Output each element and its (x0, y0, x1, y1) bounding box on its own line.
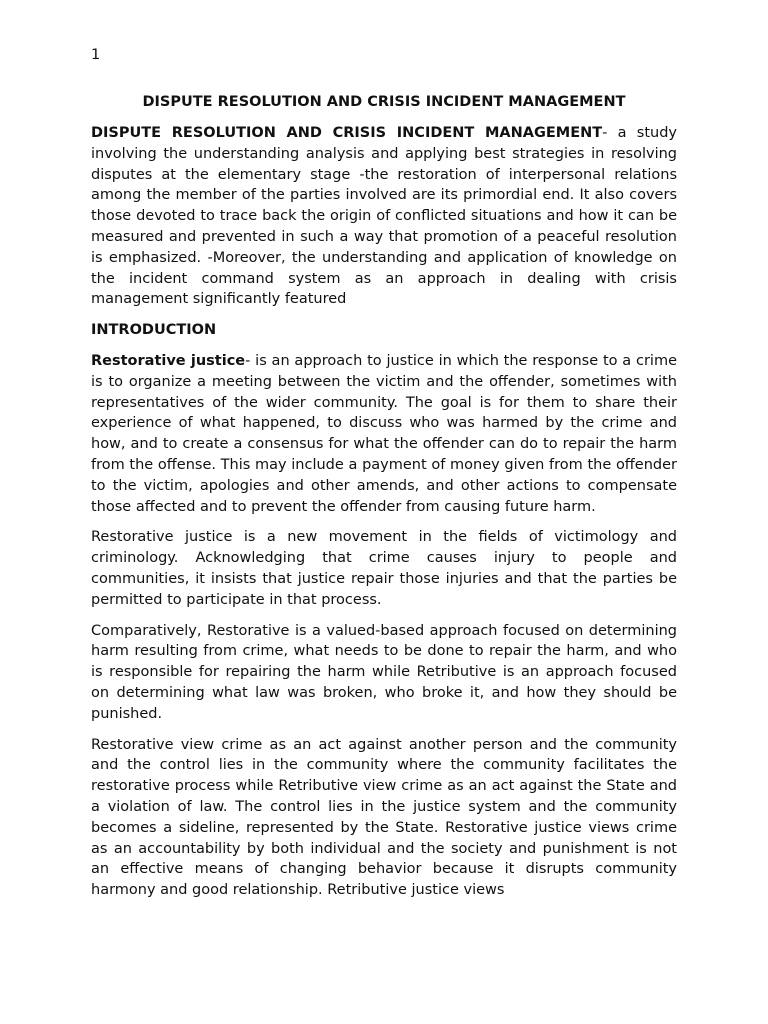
paragraph-comparison: Comparatively, Restorative is a valued-based approach focused on determining harm resulting from crime, what needs to be done to repair the harm, and who is responsible for repairing the harm while Retributive is an approach focused on determining what law was broken, who broke it, and how they should be punished. (91, 622, 677, 722)
intro-text: - a study involving the understanding analysis and applying best strategies in resolving disputes at the elementary stage -the restoration of interpersonal relations among the member of the parties involved are its primordial end. It also covers those devoted to trace back the origin of conflicted situations and how it can be measured and prevented in such a way that promotion of a peaceful resolution is emphasized. -Moreover, the understanding and application of knowledge on the incident command system as an approach in dealing with crisis management significantly featured (91, 125, 677, 308)
intro-term: DISPUTE RESOLUTION AND CRISIS INCIDENT MANAGEMENT (91, 125, 603, 141)
restorative-definition-text: - is an approach to justice in which the response to a crime is to organize a meeting between the victim and the offender, sometimes with representatives of the wider community. The goal is for them to share their experience of what happened, to discuss who was harmed by the crime and how, and to create a consensus for what the offender can do to repair the harm from the offense. This may include a payment of money given from the offender to the victim, apologies and other amends, and other actions to compensate those affected and to prevent the offender from causing future harm. (91, 352, 677, 515)
document-body (91, 123, 677, 911)
document-title: DISPUTE RESOLUTION AND CRISIS INCIDENT MANAGEMENT (142, 94, 626, 110)
page-number: 1 (91, 47, 101, 63)
section-heading-introduction: INTRODUCTION (91, 322, 217, 339)
paragraph-crime-views: Restorative view crime as an act against another person and the community and the control lies in the community where the community facilitates the restorative process while Retributive view crime as an act against the State and a violation of law. The control lies in the justice system and the community becomes a sideline, represented by the State. Restorative justice views crime as an accountability by both individual and the society and punishment is not an effective means of changing behavior because it disrupts community harmony and good relationship. Retributive justice views (91, 736, 677, 899)
restorative-definition-paragraph (91, 351, 677, 517)
restorative-term: Restorative justice (91, 352, 246, 369)
intro-paragraph (91, 123, 677, 310)
paragraph-victimology: Restorative justice is a new movement in the fields of victimology and criminology. Acknowledging that crime causes injury to people and communities, it insists that justice repair those injuries and that the parties be permitted to participate in that process. (91, 529, 677, 608)
